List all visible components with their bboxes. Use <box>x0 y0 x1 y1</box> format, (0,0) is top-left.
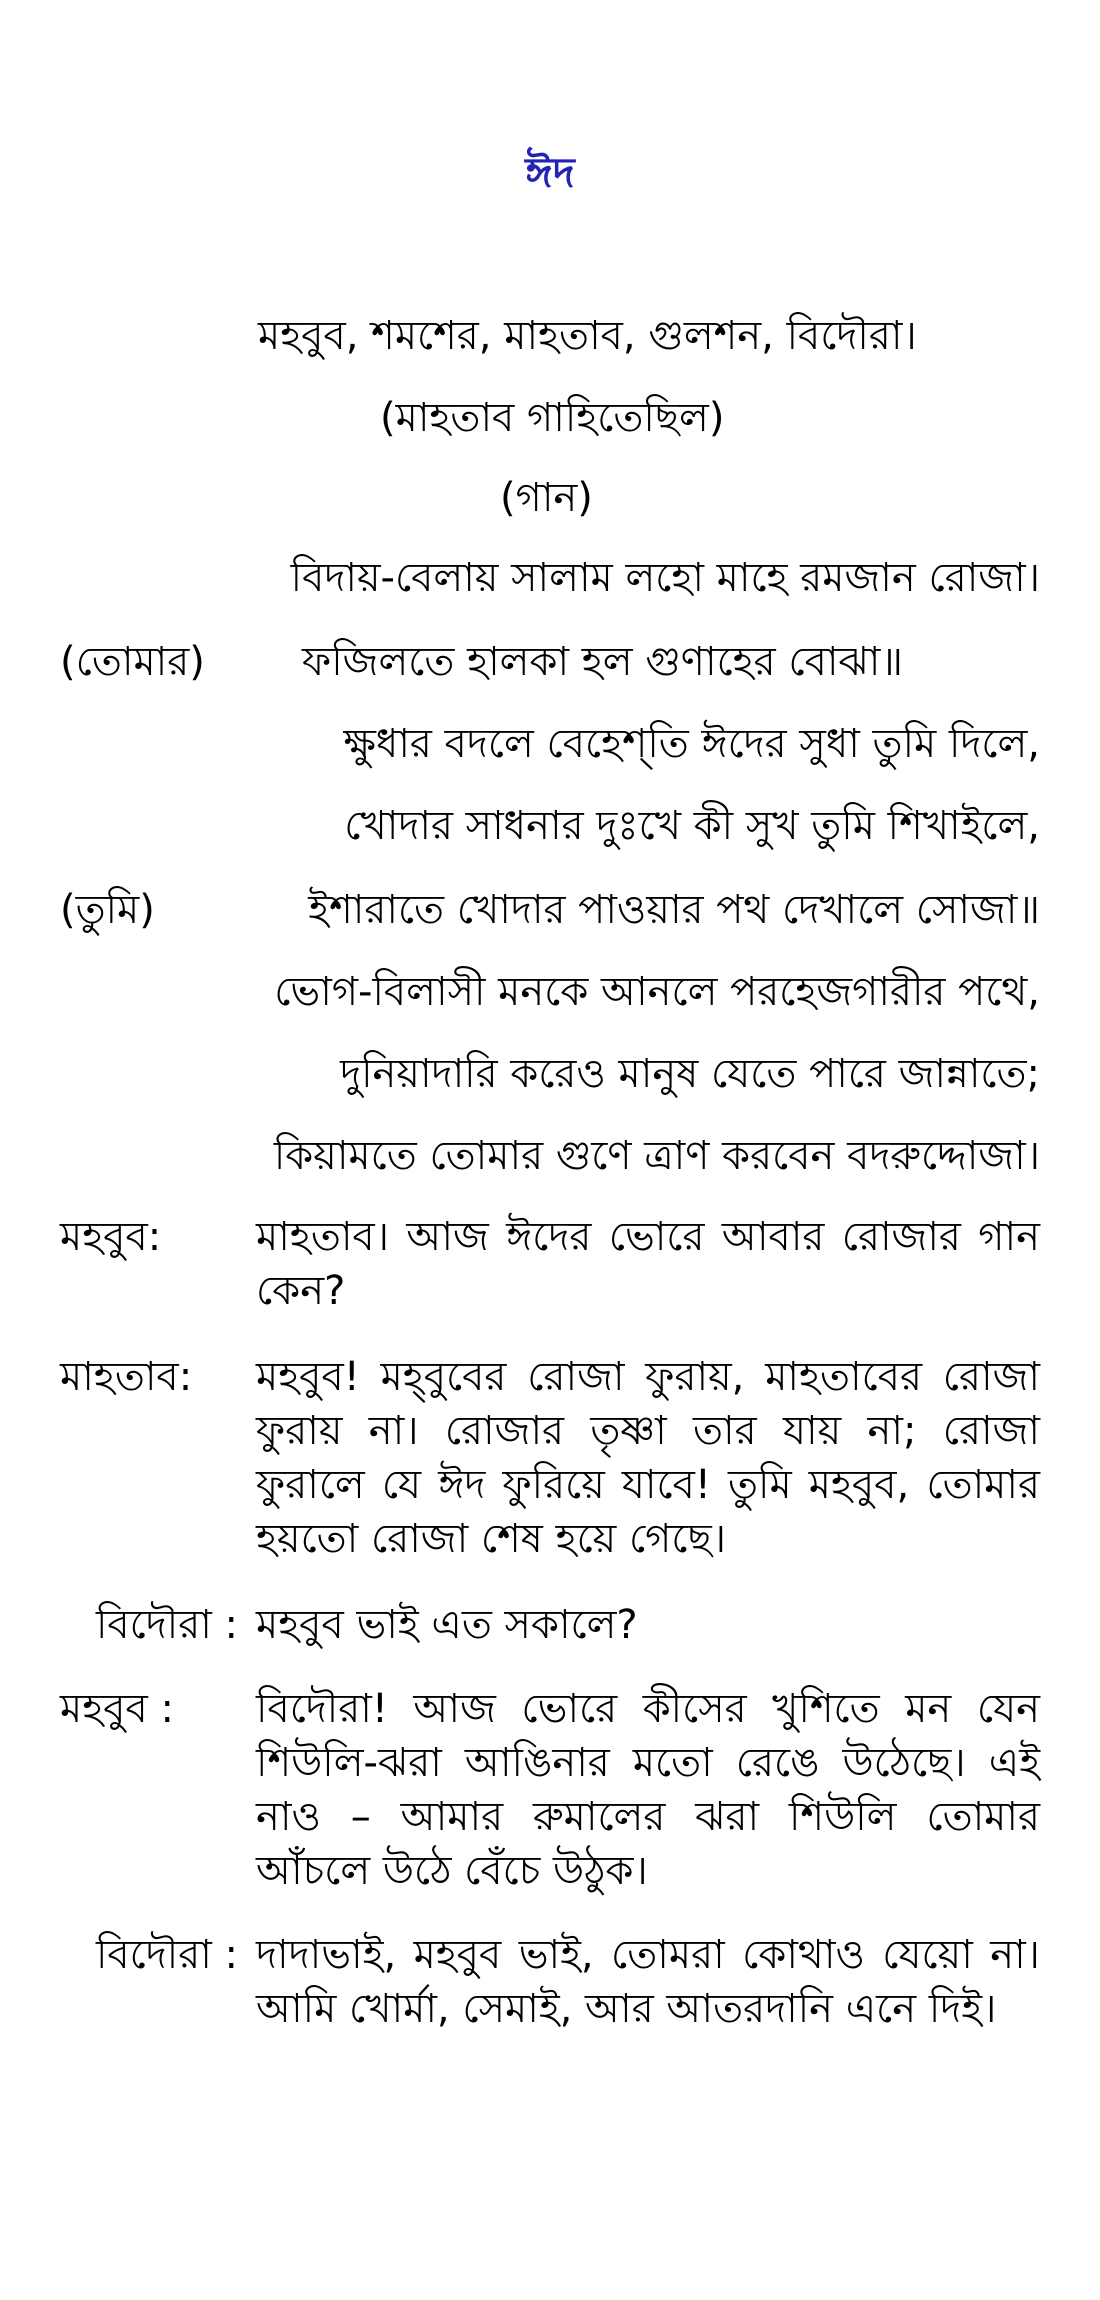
character-list: মহবুব, শমশের, মাহতাব, গুলশন, বিদৌরা। <box>258 313 917 359</box>
page-title: ঈদ <box>525 148 575 197</box>
song-line-6: ভোগ-বিলাসী মনকে আনলে পরহেজগারীর পথে, <box>274 969 1040 1015</box>
dialogue-text: মাহতাব। আজ ঈদের ভোরে আবার রোজার গান কেন? <box>256 1214 1040 1314</box>
dialogue-text: মহবুব! মহ্‌বুবের রোজা ফুরায়, মাহতাবের রোজা ফুরায় না। রোজার তৃষ্ণা তার যায় না; রোজা ফুরালে যে ঈদ ফুরিয়ে যাবে! তুমি মহবুব, তোমার হয়তো রোজা শেষ হয়ে গেছে। <box>256 1354 1040 1562</box>
song-line-1: বিদায়-বেলায় সালাম লহো মাহে রমজান রোজা। <box>290 555 1040 601</box>
song-line-3: ক্ষুধার বদলে বেহেশ্‌তি ঈদের সুধা তুমি দিলে, <box>343 721 1040 767</box>
song-line-8: কিয়ামতে তোমার গুণে ত্রাণ করবেন বদরুদ্দোজা। <box>273 1133 1040 1179</box>
dialogue-speaker: বিদৌরা : <box>95 1602 238 1648</box>
song-line-2-prefix: (তোমার) <box>60 639 205 685</box>
song-label: (গান) <box>500 475 593 521</box>
song-line-7: দুনিয়াদারি করেও মানুষ যেতে পারে জান্নাতে; <box>340 1051 1040 1097</box>
dialogue-speaker: মহবুব: <box>60 1214 162 1260</box>
song-line-5: ইশারাতে খোদার পাওয়ার পথ দেখালে সোজা॥ <box>308 887 1040 933</box>
dialogue-speaker: মাহতাব: <box>60 1354 193 1400</box>
song-line-4: খোদার সাধনার দুঃখে কী সুখ তুমি শিখাইলে, <box>344 803 1040 849</box>
song-line-5-prefix: (তুমি) <box>60 887 155 933</box>
dialogue-speaker: বিদৌরা : <box>95 1932 238 1978</box>
song-line-2: ফজিলতে হালকা হল গুণাহের বোঝা॥ <box>302 639 903 685</box>
dialogue-text: দাদাভাই, মহবুব ভাই, তোমরা কোথাও যেয়ো না। আমি খোর্মা, সেমাই, আর আতরদানি এনে দিই। <box>256 1932 1040 2032</box>
stage-direction: (মাহতাব গাহিতেছিল) <box>380 395 725 441</box>
dialogue-text: বিদৌরা! আজ ভোরে কীসের খুশিতে মন যেন শিউলি-ঝরা আঙিনার মতো রেঙে উঠেছে। এই নাও – আমার রুমালের ঝরা শিউলি তোমার আঁচলে উঠে বেঁচে উঠুক। <box>256 1686 1040 1894</box>
dialogue-text: মহবুব ভাই এত সকালে? <box>256 1602 638 1648</box>
dialogue-speaker: মহবুব : <box>60 1686 174 1732</box>
